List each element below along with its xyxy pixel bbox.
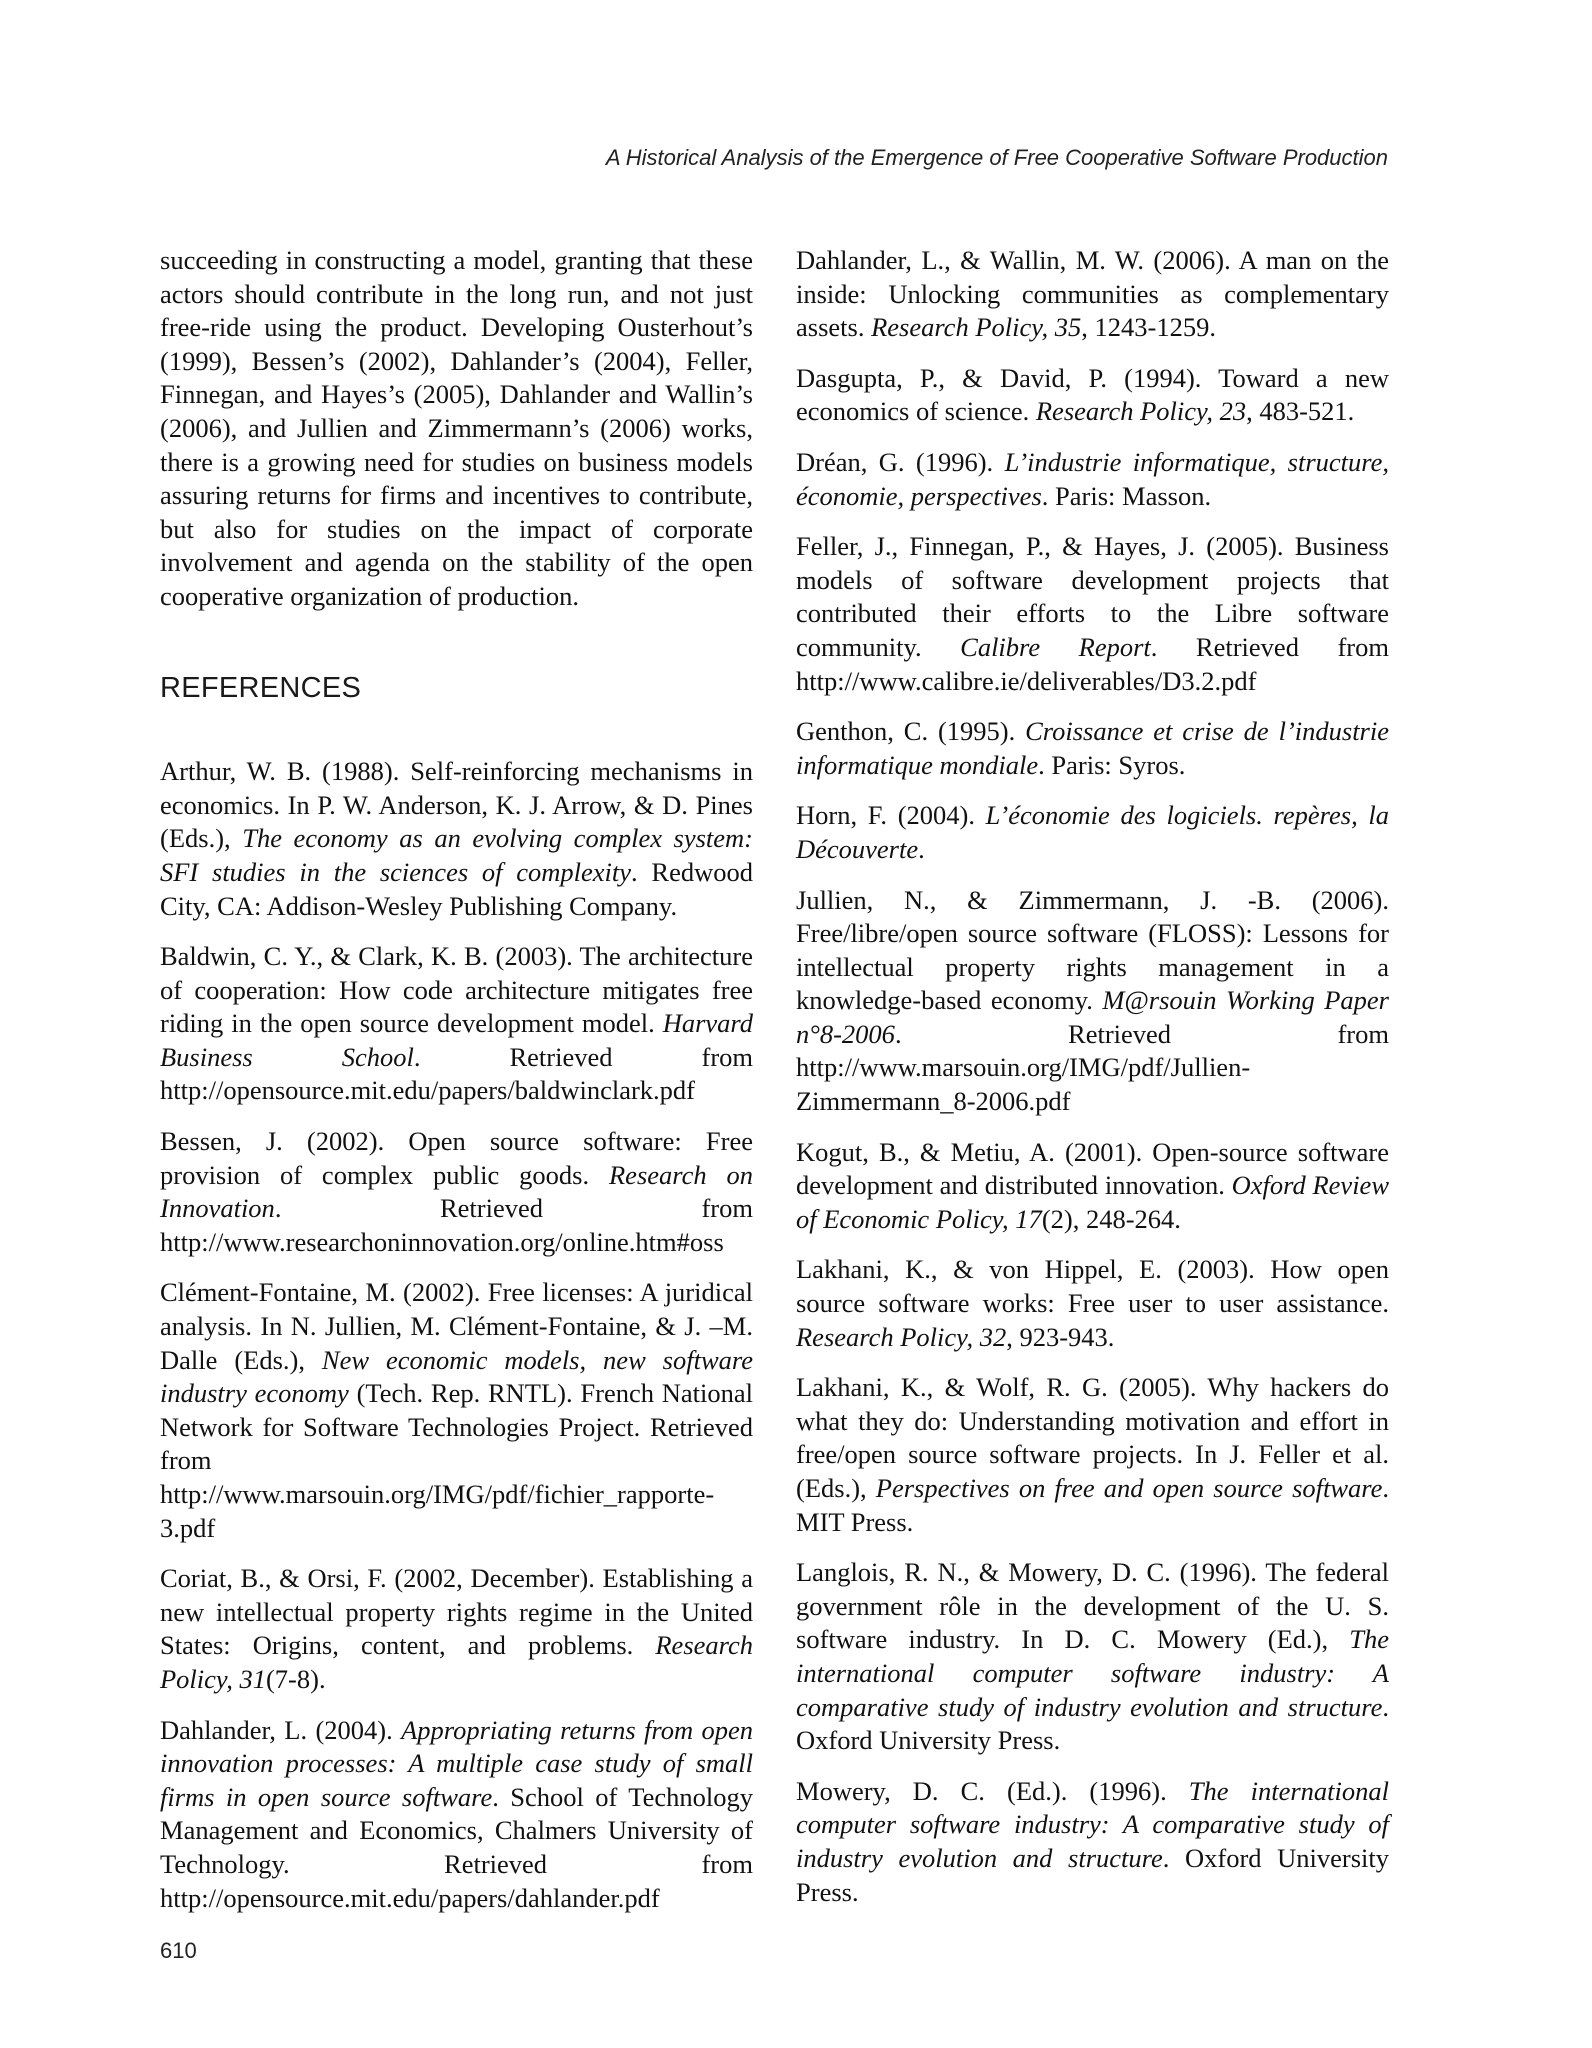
reference-entry: Dréan, G. (1996). L’industrie informatique, structure, économie, perspectives. Paris: Masson.: [796, 446, 1390, 511]
reference-entry: Feller, J., Finnegan, P., & Hayes, J. (2005). Business models of software development projects that contributed their efforts to the Libre software community. Calibre Report. Retrieved from http://www.calibre.ie/deliverables/D3.2.pdf: [796, 531, 1389, 696]
page-number: 610: [160, 1938, 197, 1963]
reference-entry: Langlois, R. N., & Mowery, D. C. (1996). The federal government rôle in the development of the U. S. software industry. In D. C. Mowery (Ed.), The international computer software industry: A comparative study of industry evolution and structure. Oxford University Press.: [796, 1557, 1389, 1756]
reference-entry: Arthur, W. B. (1988). Self-reinforcing mechanisms in economics. In P. W. Anderson, K. J. Arrow, & D. Pines (Eds.), The economy as an evolving complex system: SFI studies in the sciences of complexity. Redwood City, CA: Addison-Wesley Publishing Company.: [160, 756, 753, 921]
reference-entry: Baldwin, C. Y., & Clark, K. B. (2003). The architecture of cooperation: How code architecture mitigates free riding in the open source development model. Harvard Business School. Retrieved from http://opensource.mit.edu/papers/baldwinclark.pdf: [160, 941, 754, 1106]
running-header: A Historical Analysis of the Emergence of Free Cooperative Software Production: [605, 145, 1388, 170]
right-column: [796, 244, 1389, 1926]
reference-entry: Jullien, N., & Zimmermann, J. -B. (2006). Free/libre/open source software (FLOSS): Lessons for intellectual property rights management in a knowledge-based economy. M@rsouin Working Paper n°8-2006. Retrieved from http://www.marsouin.org/IMG/pdf/Jullien-Zimmermann_8-2006.pdf: [796, 884, 1389, 1117]
reference-entry: Dahlander, L., & Wallin, M. W. (2006). A man on the inside: Unlocking communities as complementary assets. Research Policy, 35, 1243-1259.: [796, 245, 1389, 343]
reference-entry: Bessen, J. (2002). Open source software: Free provision of complex public goods. Research on Innovation. Retrieved from http://www.researchoninnovation.org/online.htm#oss: [160, 1126, 753, 1257]
reference-entry: Horn, F. (2004). L’économie des logiciels. repères, la Découverte.: [796, 800, 1389, 864]
reference-entry: Coriat, B., & Orsi, F. (2002, December). Establishing a new intellectual property rights regime in the United States: Origins, content, and problems. Research Policy, 31(7-8).: [160, 1563, 753, 1694]
reference-entry: Genthon, C. (1995). Croissance et crise de l’industrie informatique mondiale. Paris: Syros.: [796, 716, 1389, 780]
reference-entry: Mowery, D. C. (Ed.). (1996). The international computer software industry: A comparative study of industry evolution and structure. Oxford University Press.: [796, 1775, 1389, 1907]
reference-entry: Lakhani, K., & Wolf, R. G. (2005). Why hackers do what they do: Understanding motivation and effort in free/open source software projects. In J. Feller et al. (Eds.), Perspectives on free and open source software. MIT Press.: [796, 1372, 1390, 1537]
references-heading: REFERENCES: [160, 671, 362, 704]
reference-entry: Lakhani, K., & von Hippel, E. (2003). How open source software works: Free user to user assistance. Research Policy, 32, 923-943.: [796, 1254, 1389, 1352]
left-column: [160, 244, 753, 1932]
reference-entry: Kogut, B., & Metiu, A. (2001). Open-source software development and distributed innovation. Oxford Review of Economic Policy, 17(2), 248-264.: [796, 1136, 1389, 1234]
reference-entry: Clément-Fontaine, M. (2002). Free licenses: A juridical analysis. In N. Jullien, M. Clément-Fontaine, & J. –M. Dalle (Eds.), New economic models, new software industry economy (Tech. Rep. RNTL). French National Network for Software Technologies Project. Retrieved from http://www.marsouin.org/IMG/pdf/fichier_rapporte-3.pdf: [160, 1277, 753, 1543]
intro-paragraph: succeeding in constructing a model, granting that these actors should contribute in the long run, and not just free-ride using the product. Developing Ousterhout’s (1999), Bessen’s (2002), Dahlander’s (2004), Feller, Finnegan, and Hayes’s (2005), Dahlander and Wallin’s (2006), and Jullien and Zimmermann’s (2006) works, there is a growing need for studies on business models assuring returns for firms and incentives to contribute, but also for studies on the impact of corporate involvement and agenda on the stability of the open cooperative organization of production.: [160, 245, 753, 611]
reference-entry: Dahlander, L. (2004). Appropriating returns from open innovation processes: A multiple case study of small firms in open source software. School of Technology Management and Economics, Chalmers University of Technology. Retrieved from http://opensource.mit.edu/papers/dahlander.pdf: [160, 1714, 754, 1913]
reference-entry: Dasgupta, P., & David, P. (1994). Toward a new economics of science. Research Policy, 23, 483-521.: [796, 362, 1389, 427]
